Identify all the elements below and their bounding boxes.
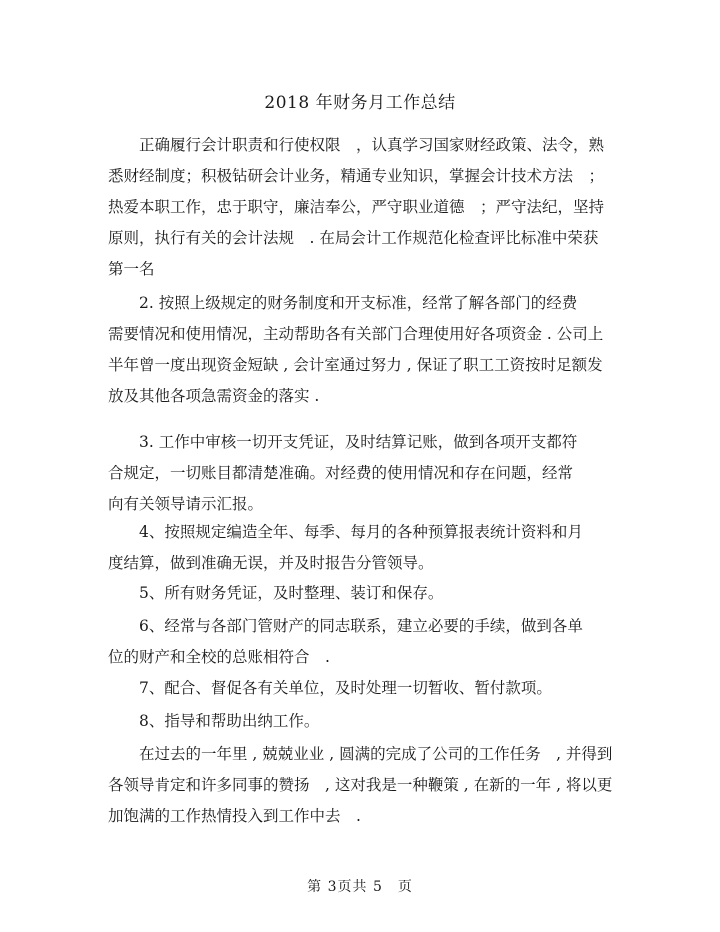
paragraph-duties: 正确履行会计职责和行使权限 ，认真学习国家财经政策、法令，熟 悉财经制度；积极钻研会计业务，精通专业知识，掌握会计技术方法 ； 热爱本职工作，忠于职守，廉洁奉公，严守职业道德 ；严守法纪，坚持 原则，执行有关的会计法规 . 在局会计工作规范化检查评比标准中荣获 第一名 bbox=[108, 136, 605, 278]
paragraph-receivables: 7、配合、督促各有关单位，及时处理一切暂收、暂付款项。 bbox=[108, 679, 552, 697]
paragraph-vouchers: 5、所有财务凭证，及时整理、装订和保存。 bbox=[108, 584, 444, 602]
document-title: 2018 年财务月工作总结 bbox=[264, 93, 456, 113]
paragraph-funds: 2. 按照上级规定的财务制度和开支标准，经常了解各部门的经费 需要情况和使用情况，主动帮助各有关部门合理使用好各项资金 . 公司上 半年曾一度出现资金短缺 , 会计室通过努力 , 保证了职工工资按时足额发 放及其他各项急需资金的落实 . bbox=[108, 294, 604, 405]
page-number-footer: 第 3页共 5 页 bbox=[307, 879, 413, 895]
paragraph-assets: 6、经常与各部门管财产的同志联系，建立必要的手续，做到各单 位的财产和全校的总账相符合 . bbox=[108, 617, 583, 666]
paragraph-cashier: 8、指导和帮助出纳工作。 bbox=[108, 712, 320, 730]
paragraph-budget: 4、按照规定编造全年、每季、每月的各种预算报表统计资料和月 度结算，做到准确无误，并及时报告分管领导。 bbox=[108, 523, 583, 572]
paragraph-audit: 3. 工作中审核一切开支凭证，及时结算记账，做到各项开支都符 合规定，一切账目都清楚准确。对经费的使用情况和存在问题，经常 向有关领导请示汇报。 bbox=[108, 433, 578, 513]
paragraph-summary: 在过去的一年里 , 兢兢业业 , 圆满的完成了公司的工作任务 , 并得到 各领导肯定和许多同事的赞扬 , 这对我是一种鞭策 , 在新的一年 , 将以更 加饱满的工作热情投入到工作中去 . bbox=[108, 745, 613, 825]
